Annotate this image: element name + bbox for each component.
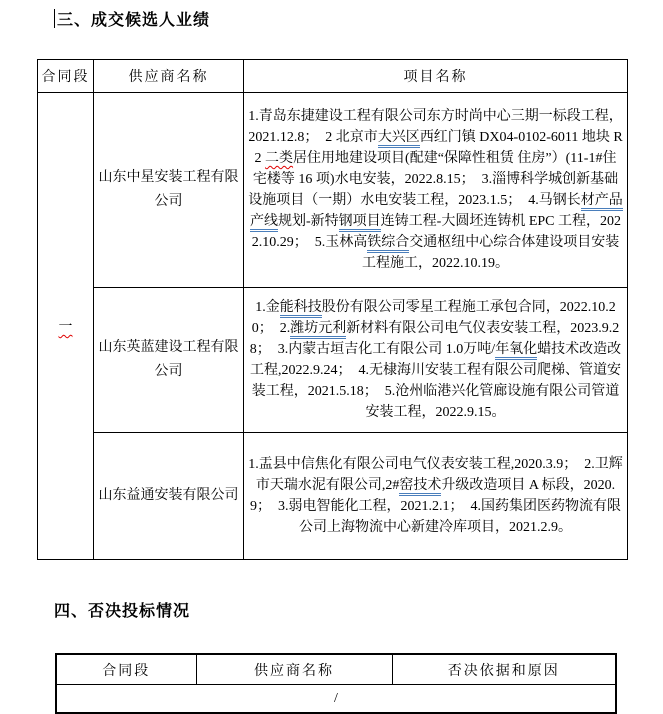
section-4-heading [54, 598, 663, 621]
projects-cell [244, 288, 628, 433]
project-text: 西红门镇 DX04-0102-6011 地块 R2 [254, 130, 623, 166]
proofing-marked-text: 窑技术 [399, 478, 441, 496]
header-contract-segment: 合同段 [56, 654, 196, 685]
proofing-marked-text: 铁综合 [367, 235, 409, 253]
supplier-cell: 山东益通安装有限公司 [94, 433, 244, 560]
project-text: 升级改造项目 A 标段，2020.9； 3.弱电智能化工程，2021.2.1； 4.国药集团医药物流有限公司上海物流中心新建冷库项目，2021.2.9。 [250, 478, 621, 535]
supplier-cell: 山东英蓝建设工程有限公司 [94, 288, 244, 433]
section-3-heading [54, 8, 663, 29]
contract-segment-value: 一 [58, 320, 73, 335]
project-text: 连铸工程-大圆坯连铸机 EPC 工程，2022.10.29； 5.玉林高 [251, 214, 621, 250]
proofing-marked-text: 钢项目 [339, 214, 381, 232]
project-text: 1.金 [255, 300, 280, 315]
project-text: 新材料有限公司电气仪表安装工程，2023.9.28； 3.内蒙古垣吉化工有限公司 1.0万吨/ [249, 321, 620, 357]
performance-table [37, 59, 628, 560]
project-text: 1.盂县中信焦化有限公司电气仪表安装工程,2020.3.9； 2.卫辉市天瑞水泥有限公司,2# [248, 457, 623, 493]
table-row [38, 288, 628, 433]
project-text: 蜡技术改造改工程,2022.9.24； 4.无棣海川安装工程有限公司爬梯、管道安装工程，2021.5.18； 5.沧州临港兴化管廊设施有限公司管道安装工程，2022.9.15。 [250, 342, 622, 420]
projects-cell [244, 93, 628, 288]
header-contract-segment: 合同段 [38, 60, 94, 93]
proofing-marked-text: 潍坊元利 [290, 321, 346, 339]
project-text: 居住用地建设项目(配建“保障性租赁 住房”）(11-1#住宅楼等 16 项)水电安装，2022.8.15； 3.淄博科学城创新基础设施项目（一期）水电安装工程，2023.1.5； 4.马钢长 [248, 151, 619, 208]
header-supplier-name: 供应商名称 [196, 654, 392, 685]
project-text: 规划-新特 [277, 214, 339, 229]
project-text: 交通枢纽中心综合体建设项目安装工程施工，2022.10.19。 [362, 235, 620, 271]
performance-table-header-row [38, 60, 628, 93]
table-row [38, 93, 628, 288]
project-text: 1.青岛东捷建设工程有限公司东方时尚中心三期一标段工程，2021.12.8； 2 北京市 [248, 109, 623, 145]
contract-segment-cell [38, 93, 94, 560]
proofing-marked-text: 年氧化 [495, 342, 537, 360]
table-row [56, 685, 616, 714]
rejection-table [55, 653, 617, 714]
proofing-marked-text: 二类 [265, 151, 294, 166]
table-row [38, 433, 628, 560]
proofing-marked-text: 能科技 [280, 300, 322, 318]
proofing-marked-text: 材产品产线 [250, 193, 623, 232]
rejection-table-header-row [56, 654, 616, 685]
proofing-marked-text: 大兴区 [378, 130, 420, 148]
section-3-title: 三、成交候选人业绩 [57, 12, 211, 29]
project-text: 股份有限公司零星工程施工承包合同，2022.10.20； 2. [251, 300, 616, 336]
header-supplier-name: 供应商名称 [94, 60, 244, 93]
projects-cell [244, 433, 628, 560]
supplier-cell: 山东中星安装工程有限公司 [94, 93, 244, 288]
text-cursor-icon [54, 9, 55, 28]
rejection-empty-cell: / [56, 685, 616, 714]
header-project-name: 项目名称 [244, 60, 628, 93]
section-4-title: 四、否决投标情况 [54, 603, 191, 620]
header-rejection-reason: 否决依据和原因 [392, 654, 616, 685]
